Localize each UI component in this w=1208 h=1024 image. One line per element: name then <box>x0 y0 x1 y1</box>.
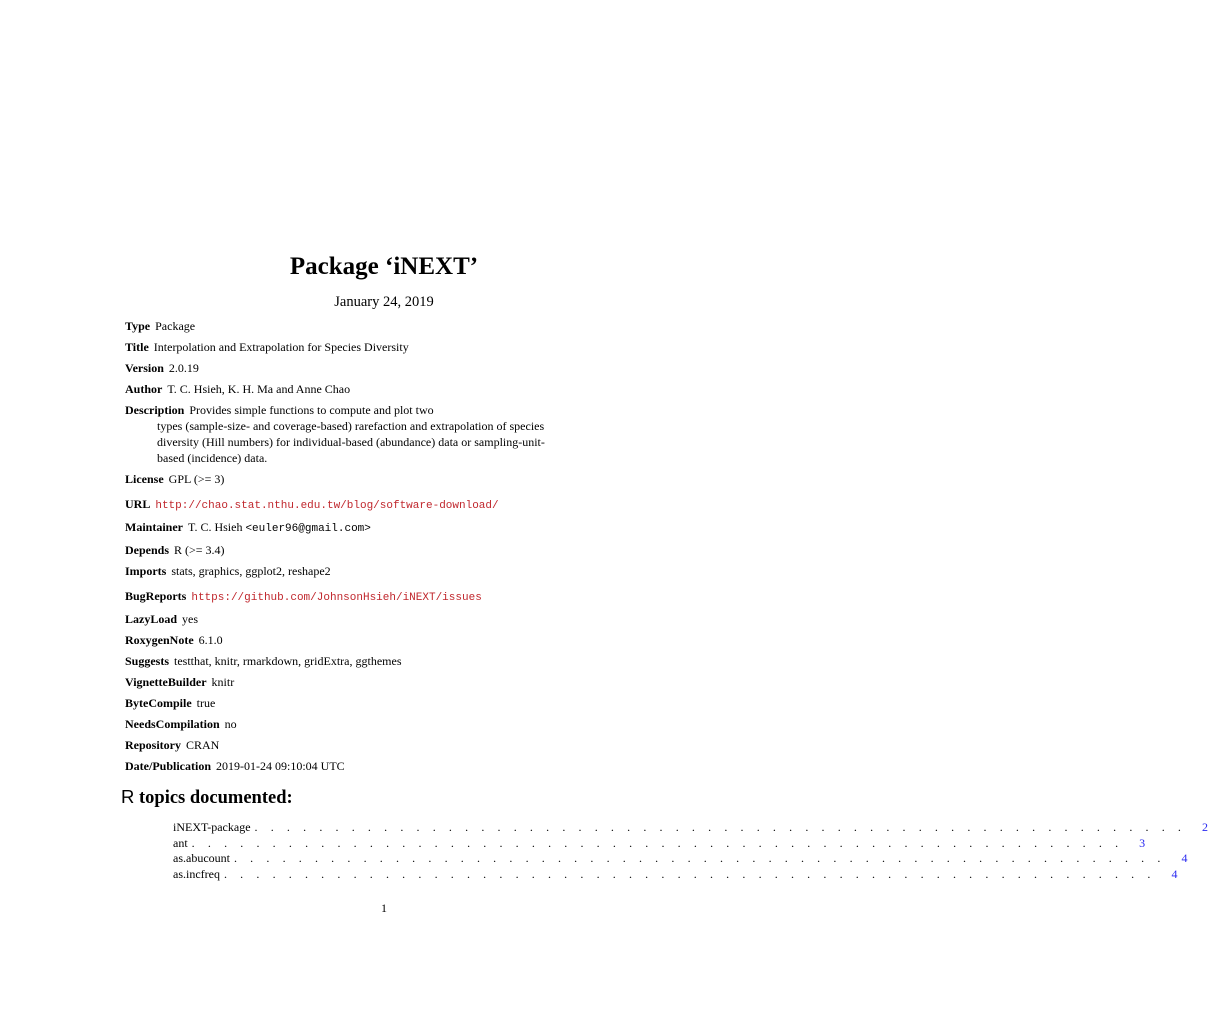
field-suggests <box>125 653 585 669</box>
field-value: CRAN <box>186 738 220 752</box>
field-key: NeedsCompilation <box>125 717 220 731</box>
field-value: 6.1.0 <box>198 633 223 647</box>
toc-entry-name: ant <box>173 835 188 850</box>
field-key: LazyLoad <box>125 612 178 626</box>
field-value: 2.0.19 <box>168 361 199 375</box>
field-lazyload <box>125 611 585 627</box>
toc-leader-dots: . . . . . . . . . . . . . . . . . . . . . . . . . . . . . . . . . . . . . . . . . . . . . . . . . . . . . . . . . . <box>254 820 1187 834</box>
bugreports-link[interactable]: https://github.com/JohnsonHsieh/iNEXT/issues <box>191 592 482 604</box>
toc-leader-dots: . . . . . . . . . . . . . . . . . . . . . . . . . . . . . . . . . . . . . . . . . . . . . . . . . . . . . . . . . . <box>191 835 1124 850</box>
description-line-4: based (incidence) data. <box>157 451 268 465</box>
field-url <box>125 496 585 514</box>
field-value: testthat, knitr, rmarkdown, gridExtra, ggthemes <box>174 654 402 668</box>
field-key: Author <box>125 382 163 396</box>
toc-leader-dots: . . . . . . . . . . . . . . . . . . . . . . . . . . . . . . . . . . . . . . . . . . . . . . . . . . . . . . . . . . <box>223 866 1156 881</box>
field-key: Repository <box>125 738 181 752</box>
field-key: ByteCompile <box>125 696 192 710</box>
field-value: yes <box>182 612 199 626</box>
field-license <box>125 471 585 487</box>
field-key: Suggests <box>125 654 170 668</box>
field-value: Package <box>155 319 196 333</box>
field-imports <box>125 563 585 579</box>
field-bugreports <box>125 588 585 606</box>
field-bytecompile <box>125 695 585 711</box>
field-key: RoxygenNote <box>125 633 194 647</box>
url-link[interactable]: http://chao.stat.nthu.edu.tw/blog/software-download/ <box>155 500 499 512</box>
field-value: Interpolation and Extrapolation for Species Diversity <box>153 340 409 354</box>
field-type <box>125 318 585 334</box>
field-value: no <box>224 717 237 731</box>
maintainer-name: T. C. Hsieh <box>188 520 243 534</box>
page-number: 1 <box>381 901 387 915</box>
field-value: Provides simple functions to compute and plot two <box>189 403 434 417</box>
field-key: Type <box>125 319 151 333</box>
package-date: January 24, 2019 <box>334 294 434 310</box>
toc-page-link[interactable]: 4 <box>1181 851 1188 865</box>
field-needscompilation <box>125 716 585 732</box>
field-maintainer <box>125 519 585 537</box>
field-key: VignetteBuilder <box>125 675 207 689</box>
field-title <box>125 339 585 355</box>
maintainer-email: <euler96@gmail.com> <box>245 523 371 535</box>
toc-page-link[interactable]: 4 <box>1171 866 1178 881</box>
field-key: BugReports <box>125 589 187 603</box>
description-line-2: types (sample-size- and coverage-based) rarefaction and extrapolation of species <box>157 419 545 433</box>
field-key: Version <box>125 361 164 375</box>
field-key: URL <box>125 497 151 511</box>
field-value: knitr <box>211 675 235 689</box>
toc-entry-name: iNEXT-package <box>173 820 251 834</box>
field-value: GPL (>= 3) <box>168 472 225 486</box>
field-key: License <box>125 472 164 486</box>
section-heading-r: R <box>121 786 135 807</box>
field-description <box>125 402 585 466</box>
toc-entry-name: as.incfreq <box>173 866 220 881</box>
field-value: true <box>196 696 216 710</box>
field-key: Maintainer <box>125 520 183 534</box>
toc-entry-as-abucount[interactable] <box>173 851 1188 867</box>
field-version <box>125 360 585 376</box>
field-value: stats, graphics, ggplot2, reshape2 <box>171 564 331 578</box>
description-fields <box>125 318 585 774</box>
field-repository <box>125 737 585 753</box>
toc-entry-ant[interactable] <box>173 835 1146 852</box>
field-depends <box>125 542 585 558</box>
description-line-3: diversity (Hill numbers) for individual-based (abundance) data or sampling-unit- <box>157 435 545 449</box>
field-key: Imports <box>125 564 167 578</box>
field-vignettebuilder <box>125 674 585 690</box>
package-title: Package ‘iNEXT’ <box>289 253 479 280</box>
toc-page-link[interactable]: 2 <box>1202 820 1208 834</box>
field-value: T. C. Hsieh, K. H. Ma and Anne Chao <box>167 382 351 396</box>
toc-page-link[interactable]: 3 <box>1139 835 1146 850</box>
section-heading <box>121 785 293 810</box>
toc-leader-dots: . . . . . . . . . . . . . . . . . . . . . . . . . . . . . . . . . . . . . . . . . . . . . . . . . . . . . . . . . . <box>233 851 1166 865</box>
section-heading-text: topics documented: <box>139 788 293 808</box>
field-roxygennote <box>125 632 585 648</box>
field-key: Depends <box>125 543 170 557</box>
field-key: Date/Publication <box>125 759 211 773</box>
field-author <box>125 381 585 397</box>
field-datepublication <box>125 758 585 774</box>
toc-entry-inext-package[interactable] <box>173 820 1208 836</box>
field-key: Description <box>125 403 185 417</box>
field-value: R (>= 3.4) <box>174 543 225 557</box>
field-value: 2019-01-24 09:10:04 UTC <box>216 759 345 773</box>
description-line-1 <box>125 402 585 418</box>
toc-entry-name: as.abucount <box>173 851 230 865</box>
field-key: Title <box>125 340 149 354</box>
table-of-contents <box>173 820 1208 882</box>
toc-entry-as-incfreq[interactable] <box>173 866 1178 883</box>
